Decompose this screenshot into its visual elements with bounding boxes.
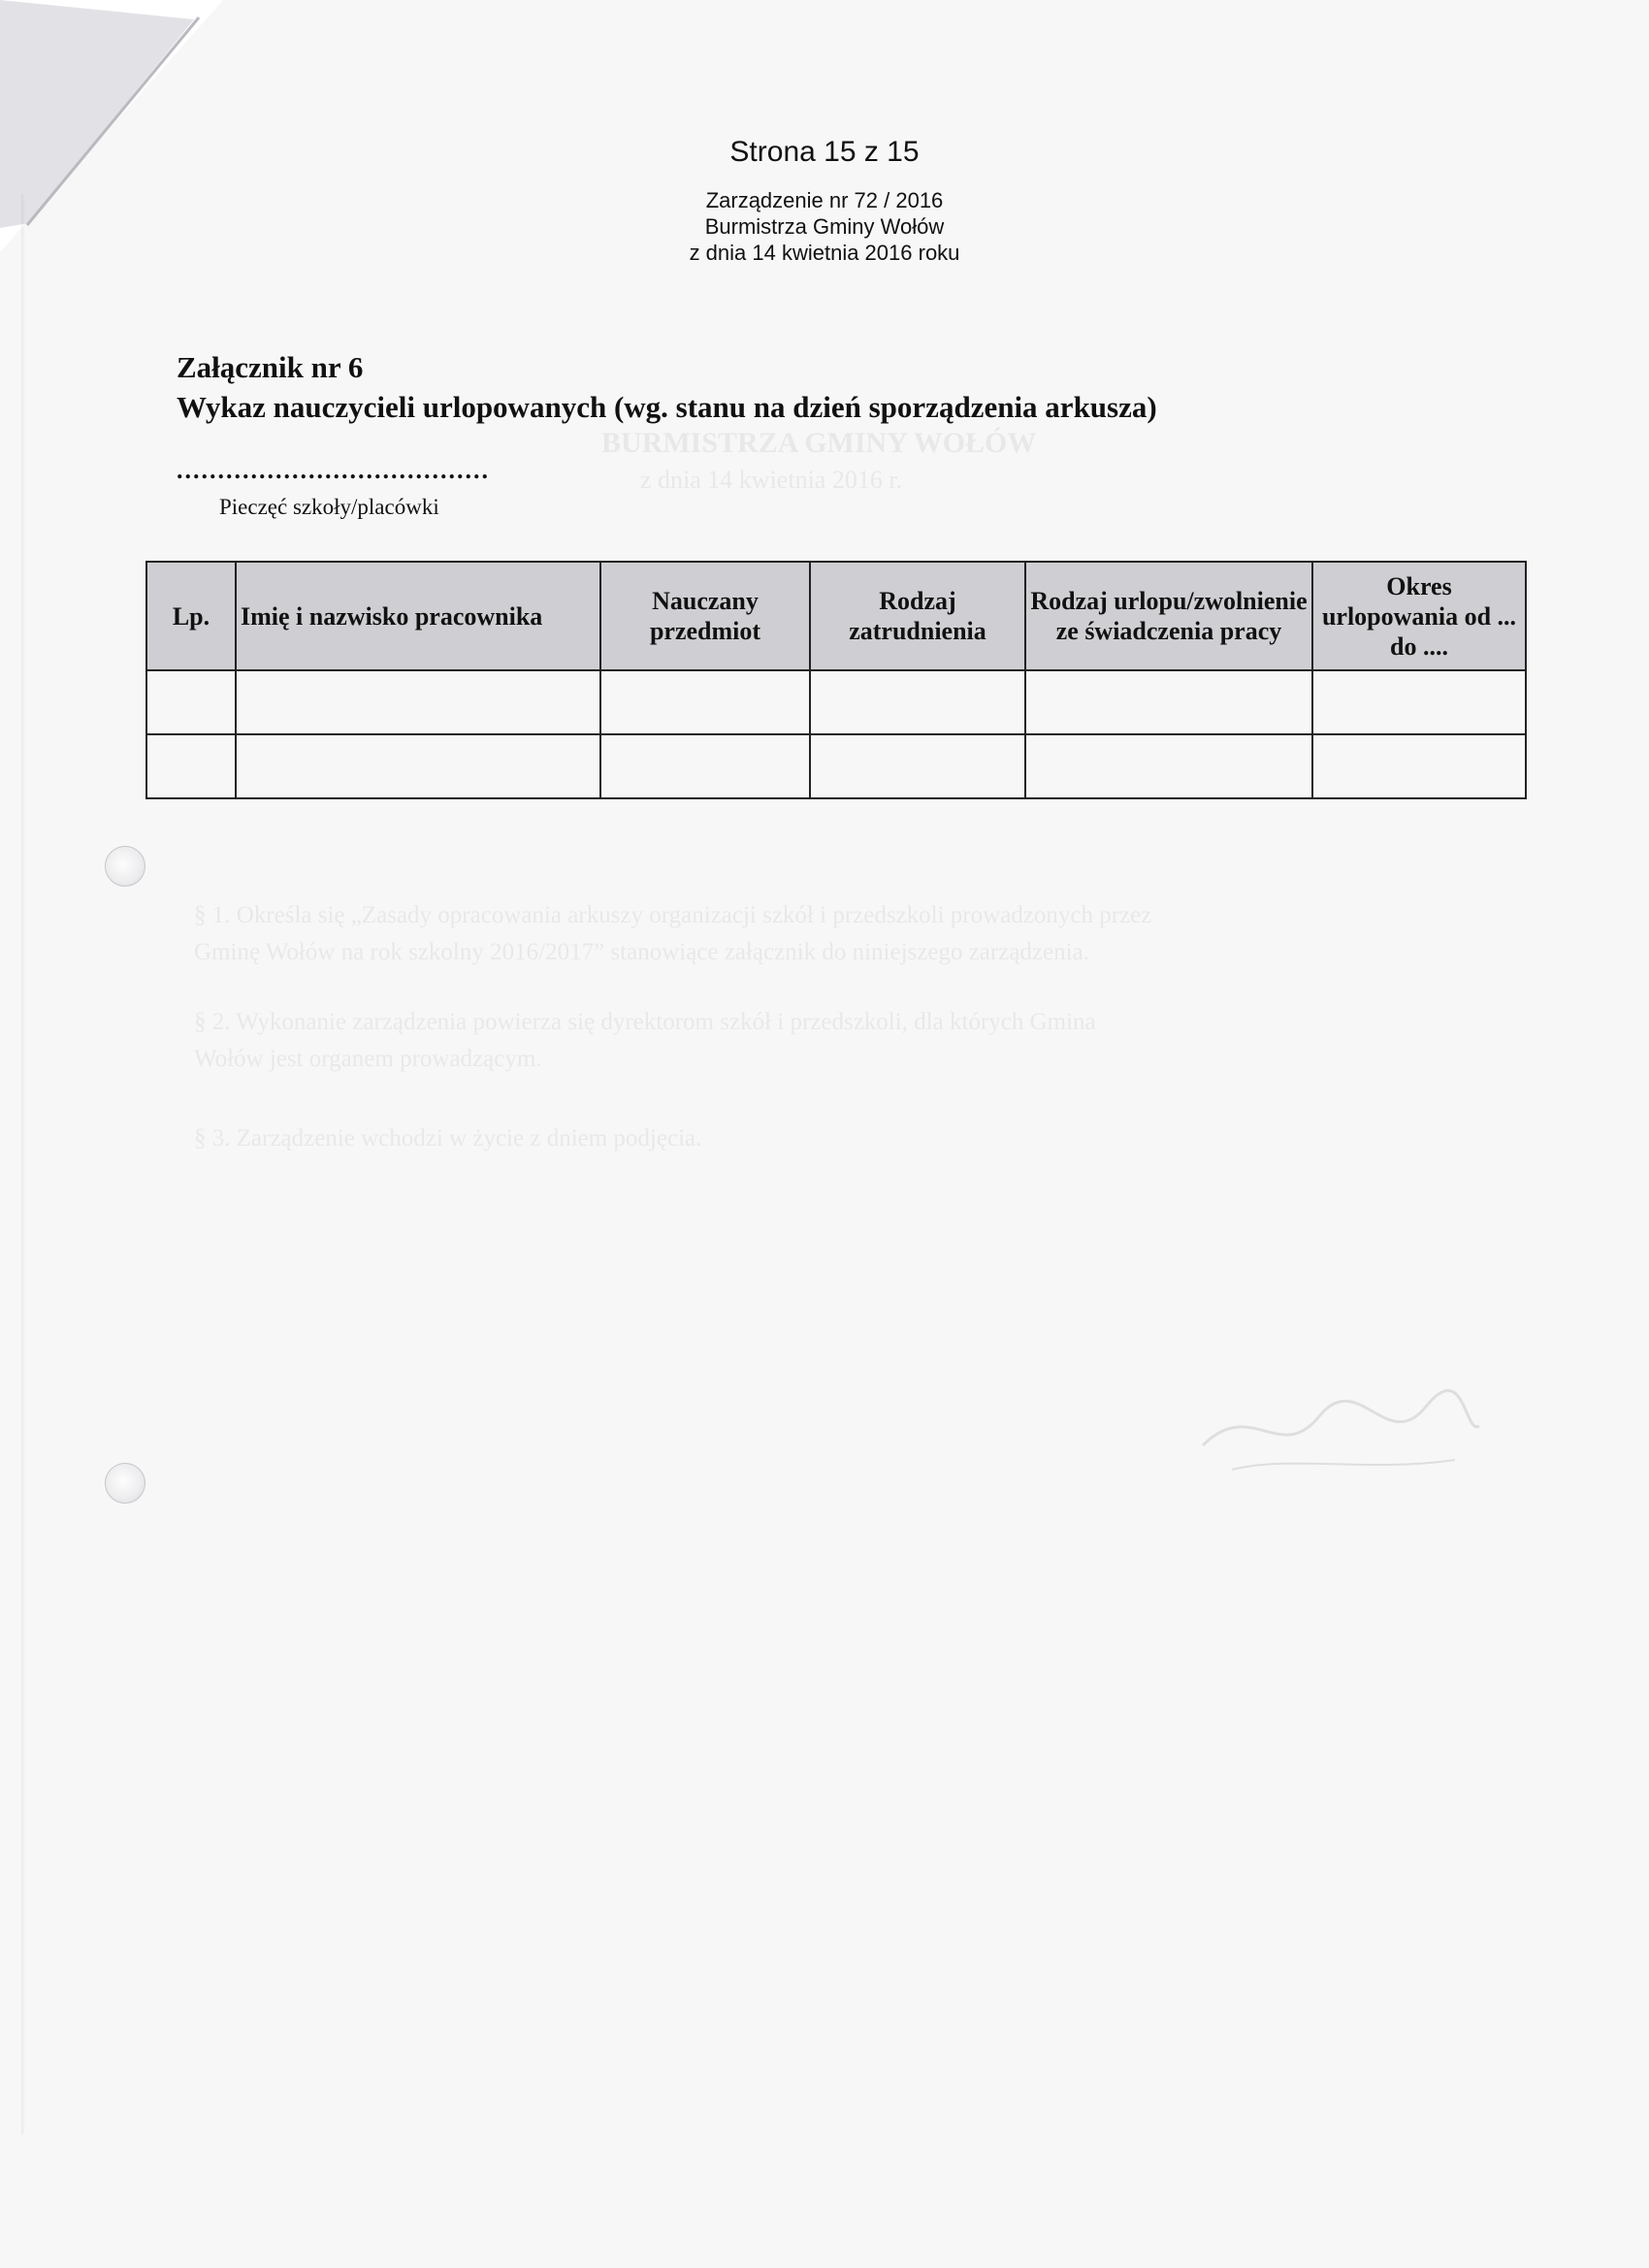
order-issuer: Burmistrza Gminy Wołów xyxy=(704,214,945,239)
order-title: Zarządzenie nr 72 / 2016 xyxy=(705,188,944,212)
table-cell xyxy=(236,670,600,734)
page-number: Strona 15 z 15 xyxy=(729,136,920,168)
attachment-number: Załącznik nr 6 xyxy=(177,350,364,384)
column-header-leave-period: Okres urlopowania od ... do .... xyxy=(1312,562,1526,670)
table-cell xyxy=(146,670,236,734)
table-cell xyxy=(1025,734,1312,798)
punch-hole xyxy=(105,846,146,887)
table-row xyxy=(146,670,1526,734)
column-header-leave-type: Rodzaj urlopu/zwolnienie ze świadczenia pracy xyxy=(1025,562,1312,670)
table-cell xyxy=(146,734,236,798)
bleed-through-text: § 3. Zarządzenie wchodzi w życie z dniem podjęcia. xyxy=(194,1125,702,1151)
table-cell xyxy=(810,734,1025,798)
stamp-label: Pieczęć szkoły/placówki xyxy=(219,495,439,519)
table-cell xyxy=(1312,734,1526,798)
column-header-employment-type: Rodzaj zatrudnienia xyxy=(810,562,1025,670)
table-row xyxy=(146,734,1526,798)
punch-hole xyxy=(105,1463,146,1504)
attachment-heading xyxy=(177,347,1157,427)
column-header-name: Imię i nazwisko pracownika xyxy=(236,562,600,670)
table-cell xyxy=(236,734,600,798)
bleed-through-text: BURMISTRZA GMINY WOŁÓW xyxy=(601,427,1037,459)
bleed-through-text: Gminę Wołów na rok szkolny 2016/2017” stanowiące załącznik do niniejszego zarządzenia. xyxy=(194,939,1089,965)
teachers-on-leave-table xyxy=(146,561,1527,799)
table-cell xyxy=(1312,670,1526,734)
table-cell xyxy=(600,734,810,798)
bleed-through-text: § 1. Określa się „Zasady opracowania arkuszy organizacji szkół i przedszkoli prowadzonych przez xyxy=(194,902,1152,928)
stamp-placeholder-line: ...................................... xyxy=(177,456,490,484)
column-header-subject: Nauczany przedmiot xyxy=(600,562,810,670)
table-cell xyxy=(810,670,1025,734)
attachment-title: Wykaz nauczycieli urlopowanych (wg. stanu na dzień sporządzenia arkusza) xyxy=(177,390,1157,424)
table-cell xyxy=(600,670,810,734)
order-header xyxy=(0,187,1649,266)
scan-edge-shadow xyxy=(21,194,25,2134)
column-header-lp: Lp. xyxy=(146,562,236,670)
table-header-row xyxy=(146,562,1526,670)
order-date: z dnia 14 kwietnia 2016 roku xyxy=(689,241,960,265)
table-cell xyxy=(1025,670,1312,734)
bleed-through-text: Wołów jest organem prowadzącym. xyxy=(194,1046,542,1072)
bleed-through-text: § 2. Wykonanie zarządzenia powierza się dyrektorom szkół i przedszkoli, dla których Gmina xyxy=(194,1009,1096,1035)
bleed-through-signature xyxy=(1193,1377,1484,1484)
bleed-through-text: z dnia 14 kwietnia 2016 r. xyxy=(640,466,903,494)
